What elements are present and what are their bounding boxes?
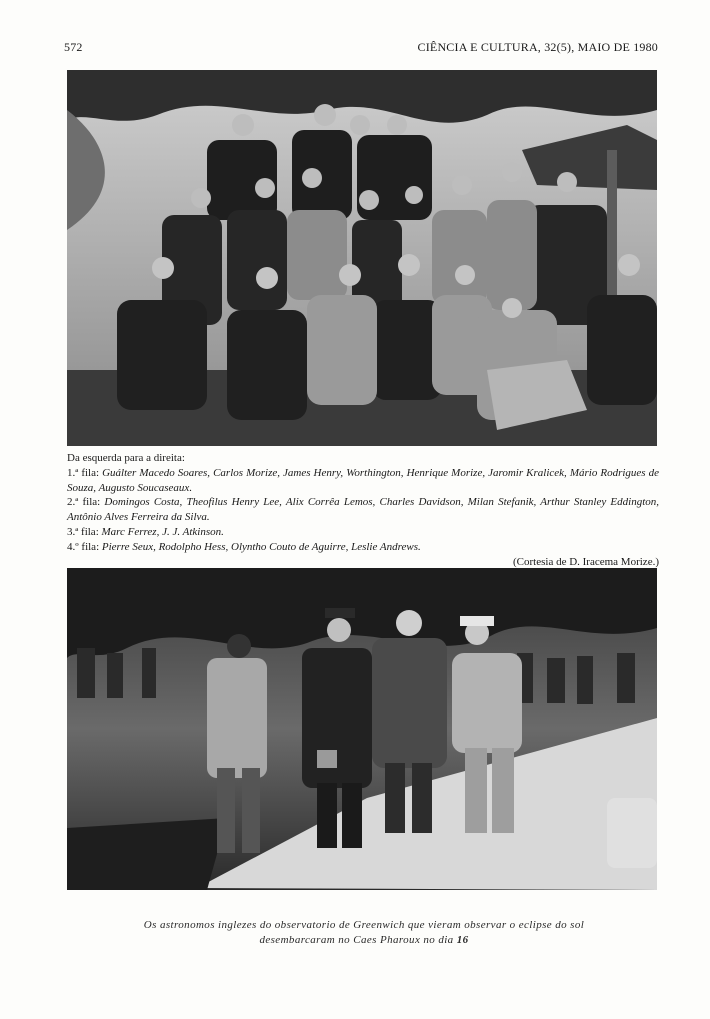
- handwritten-day: 16: [456, 934, 469, 946]
- row-label: 4.º fila:: [67, 540, 100, 553]
- row-names: Guálter Macedo Soares, Carlos Morize, James Henry, Worthington, Henrique Morize, Jaromir Kralicek, Mário Rodrigues de Souza, Augusto Soucaseaux.: [67, 466, 659, 494]
- caption-row-1: [67, 466, 659, 496]
- caption-row-3: [67, 525, 659, 540]
- row-names: Domingos Costa, Theofilus Henry Lee, Alix Corrêa Lemos, Charles Davidson, Milan Stefanik, Arthur Stanley Eddington, Antônio Alves Ferreira da Silva.: [67, 496, 660, 524]
- page-number: 572: [64, 40, 83, 54]
- astronomers-photo: [67, 568, 657, 890]
- journal-title: CIÊNCIA E CULTURA, 32(5), MAIO DE 1980: [417, 40, 658, 54]
- caption2-text: desembarcaram no Caes Pharoux no dia: [259, 934, 454, 946]
- photo-credit: (Cortesia de D. Iracema Morize.): [513, 555, 659, 568]
- page-header: [64, 40, 658, 55]
- caption-intro: Da esquerda para a direita:: [67, 452, 185, 464]
- photo2-caption: [84, 918, 644, 948]
- caption-row-2: [67, 495, 659, 525]
- row-label: 1.ª fila:: [67, 466, 100, 479]
- row-names: Pierre Seux, Rodolpho Hess, Olyntho Couto de Aguirre, Leslie Andrews.: [101, 540, 421, 553]
- row-label: 2.ª fila:: [67, 496, 101, 509]
- row-label: 3.ª fila:: [67, 525, 99, 538]
- photo1-caption: [67, 451, 659, 569]
- caption-row-4: [67, 540, 659, 555]
- caption2-line2: [84, 933, 644, 948]
- group-photo: [67, 70, 657, 446]
- row-names: Marc Ferrez, J. J. Atkinson.: [101, 525, 224, 538]
- caption2-line1: Os astronomos inglezes do observatorio de Greenwich que vieram observar o eclipse do sol: [143, 919, 585, 931]
